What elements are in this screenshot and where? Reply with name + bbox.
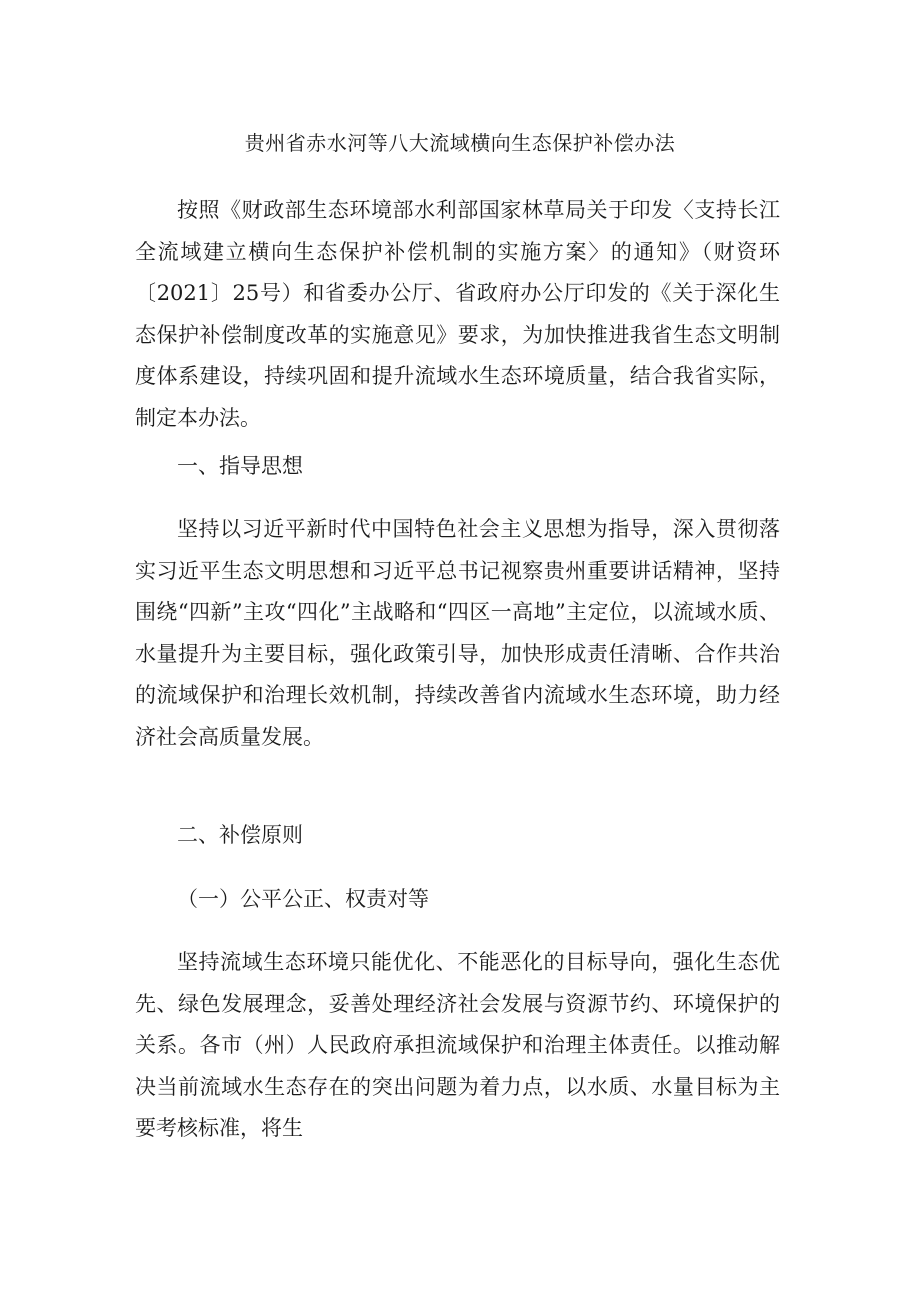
intro-paragraph: 按照《财政部生态环境部水利部国家林草局关于印发〈支持长江全流域建立横向生态保护补偿机制的实施方案〉的通知》（财资环〔2021〕25号）和省委办公厅、省政府办公厅印发的《关于深化生态保护补偿制度改革的实施意见》要求，为加快推进我省生态文明制度体系建设，持续巩固和提升流域水生态环境质量，结合我省实际，制定本办法。 <box>135 198 780 430</box>
section-heading-compensation-principles: 二、补偿原则 <box>177 823 303 847</box>
guiding-ideology-paragraph: 坚持以习近平新时代中国特色社会主义思想为指导，深入贯彻落实习近平生态文明思想和习近平总书记视察贵州重要讲话精神，坚持围绕“四新”主攻“四化”主战略和“四区一高地”主定位，以流域水质、水量提升为主要目标，强化政策引导，加快形成责任清晰、合作共治的流域保护和治理长效机制，持续改善省内流域水生态环境，助力经济社会高质量发展。 <box>135 517 780 749</box>
section-heading-guiding-ideology: 一、指导思想 <box>177 454 303 478</box>
subsection-heading-fairness: （一）公平公正、权责对等 <box>177 887 429 911</box>
fairness-paragraph: 坚持流域生态环境只能优化、不能恶化的目标导向，强化生态优先、绿色发展理念，妥善处理经济社会发展与资源节约、环境保护的关系。各市（州）人民政府承担流域保护和治理主体责任。以推动解决当前流域水生态存在的突出问题为着力点，以水质、水量目标为主要考核标准，将生 <box>135 950 780 1140</box>
document-title: 贵州省赤水河等八大流域横向生态保护补偿办法 <box>244 131 676 155</box>
